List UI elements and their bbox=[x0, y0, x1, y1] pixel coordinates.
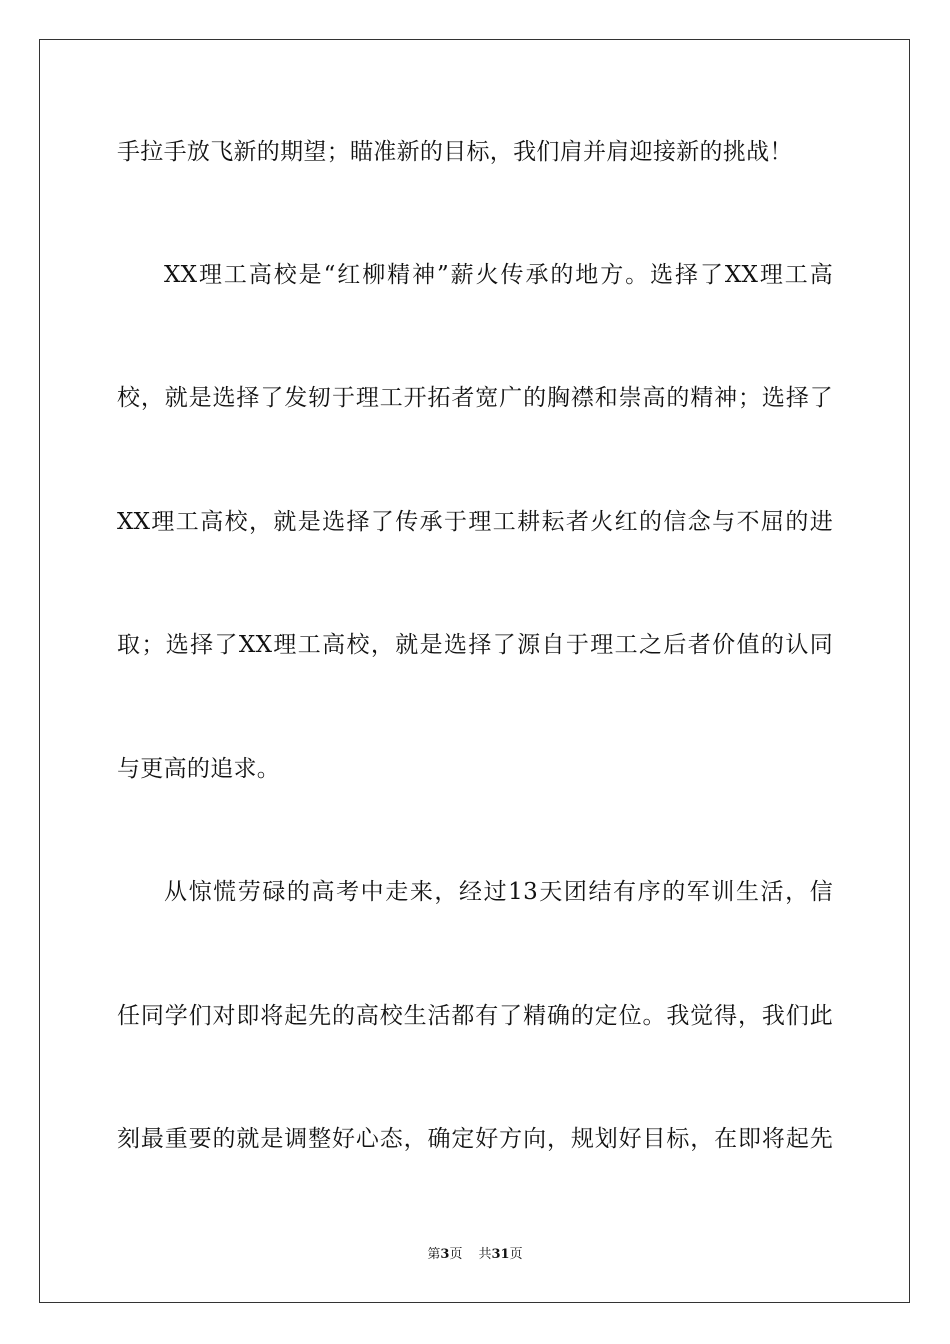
text-line-4: XX理工高校，就是选择了传承于理工耕耘者火红的信念与不屈的进 bbox=[117, 509, 833, 535]
page-number: 3 bbox=[440, 1247, 450, 1262]
page-prefix: 第 bbox=[427, 1247, 441, 1262]
text-line-9: 刻最重要的就是调整好心态，确定好方向，规划好目标，在即将起先 bbox=[117, 1126, 833, 1152]
text-line-6: 与更高的追求。 bbox=[117, 756, 281, 782]
page-border bbox=[39, 39, 910, 1303]
total-prefix: 共 bbox=[478, 1247, 492, 1262]
text-line-7: 从惊慌劳碌的高考中走来，经过13天团结有序的军训生活，信 bbox=[164, 879, 833, 905]
text-line-5: 取；选择了XX理工高校，就是选择了源自于理工之后者价值的认同 bbox=[117, 632, 833, 658]
total-pages: 31 bbox=[491, 1247, 510, 1262]
total-unit: 页 bbox=[509, 1247, 523, 1262]
text-line-2: XX理工高校是“红柳精神”薪火传承的地方。选择了XX理工高 bbox=[164, 262, 833, 288]
page-unit: 页 bbox=[449, 1247, 463, 1262]
page-footer bbox=[0, 1246, 950, 1264]
text-line-3: 校，就是选择了发轫于理工开拓者宽广的胸襟和崇高的精神；选择了 bbox=[117, 385, 833, 411]
text-line-1: 手拉手放飞新的期望；瞄准新的目标，我们肩并肩迎接新的挑战！ bbox=[117, 139, 793, 165]
text-line-8: 任同学们对即将起先的高校生活都有了精确的定位。我觉得，我们此 bbox=[117, 1003, 833, 1029]
